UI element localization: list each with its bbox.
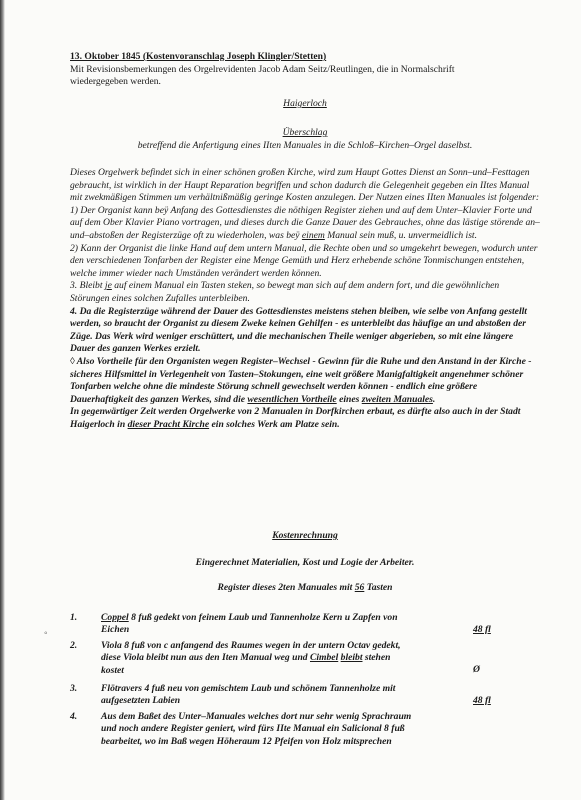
item-description: Coppel 8 fuß gedekt von feinem Laub und Tannenholze Kern u Zapfen von Eichen: [101, 612, 398, 636]
point-1: 1) Der Organist kann beÿ Anfang des Gottesdienstes die nöthigen Register ziehen und auf dem Unter–Klavier Forte und auf dem Ober Klavier Piano vortragen, und dieses durch die Ganze Dauer des Gebrauches, ohne das lästige störende an–und–abstoßen der Registerzüge oft zu wiederholen, was beÿ einem Manual sein muß, u. unvermeidlich ist.: [70, 204, 540, 241]
cost-note: Eingerechnet Materialien, Kost und Logie der Arbeiter.: [195, 557, 415, 568]
item-price: Ø: [473, 664, 480, 675]
cost-title: Kostenrechnung: [272, 530, 338, 541]
point-3: 3. Bleibt je auf einem Manual ein Tasten steken, so bewegt man sich auf dem andern fort, und die gewöhnlichen Störungen eines solchen Zufalles unterbleiben.: [70, 280, 500, 304]
item-description: Viola 8 fuß von c anfangend des Raumes wegen in der untern Octav gedekt, diese Viola bleibt nun aus den Iten Manual weg und Cimbel bleibt stehen kostet: [101, 640, 401, 676]
item-description: Aus dem Baßet des Unter–Manuales welches dort nur sehr wenig Sprachraum und noch andere Register geniert, wird fürs IIte Manual ein Salicional 8 fuß bearbeitet, wo im Baß wegen Höheraum 12 Pfeifen von Holz mitsprechen: [101, 711, 412, 747]
cost-item: [70, 612, 520, 638]
register-count: Register dieses 2ten Manuales mit 56 Tasten: [217, 582, 393, 593]
header: [70, 51, 540, 89]
section-heading: Überschlag: [282, 127, 328, 138]
item-number: 2.: [70, 640, 78, 651]
item-number: 1.: [70, 612, 78, 623]
item-price: 48 fl: [473, 624, 491, 635]
header-title: 13. Oktober 1845 (Kostenvoranschlag Joseph Klingler/Stetten): [70, 51, 327, 62]
point-2: 2) Kann der Organist die linke Hand auf dem untern Manual, die Rechte oben und so umgekehrt bewegen, wodurch unter den verschiedenen Tonfarben der Register eine Menge Gemüth und Herz erhebende schöne Tonmischungen entstehen, welche immer wieder nach Umständen verändert werden können.: [70, 242, 538, 279]
point-4: 4. Da die Registerzüge während der Dauer des Gottesdienstes meistens stehen bleiben, wie selbe von Anfang gestellt werden, so braucht der Organist zu diesem Zweke keinen Gehilfen - es unterbleibt das häufige an und abstoßen der Züge. Das Werk wird weniger erschüttert, und die mechanischen Theile weniger abgerieben, so mit eine längere Dauer des ganzen Werkes erzielt.: [70, 305, 527, 355]
item-number: 3.: [70, 683, 78, 694]
header-note-cont: wiedergegeben werden.: [70, 76, 161, 88]
summary-paragraph: ◊ Also Vortheile für den Organisten wegen Register–Wechsel - Gewinn für die Ruhe und den Anstand in der Kirche - sicheres Hilfsmittel in Verlegenheit von Tasten–Stokungen, eine weit größere Manigfaltigkeit angenehmer schöner Tonfarben welche ohne die mindeste Störung schnell gewechselt werden können - endlich eine größere Dauerhaftigkeit des ganzen Werkes, sind die wesentlichen Vortheile eines zweiten Manuales.: [70, 355, 532, 405]
section-subheading: betreffend die Anfertigung eines IIten Manuales in die Schloß–Kirchen–Orgel daselbst.: [137, 140, 473, 151]
item-number: 4.: [70, 711, 78, 722]
item-description: Flötravers 4 fuß neu von gemischtem Laub und schönem Tannenholze mit aufgesetzten Labien: [101, 683, 396, 707]
body-text: [70, 167, 540, 431]
cost-item: [70, 711, 520, 749]
item-price: 48 fl: [473, 695, 491, 706]
conclusion-paragraph: In gegenwärtiger Zeit werden Orgelwerke von 2 Manualen in Dorfkirchen erbaut, es dürfte also auch in der Stadt Haigerloch in dieser Pracht Kirche ein solches Werk am Platze sein.: [70, 406, 521, 430]
cost-item: [70, 683, 520, 709]
margin-mark: ◦: [44, 628, 48, 639]
place-heading: Haigerloch: [283, 98, 327, 109]
header-note: Mit Revisionsbemerkungen des Orgelrevidenten Jacob Adam Seitz/Reutlingen, die in Normalschrift: [70, 63, 455, 75]
cost-item: [70, 640, 520, 678]
scan-edge: [0, 0, 5, 800]
intro-paragraph: Dieses Orgelwerk befindet sich in einer schönen großen Kirche, wird zum Haupt Gottes Dienst an Sonn–und–Festtagen gebraucht, ist wirklich in der Haupt Reparation begriffen und schon dadurch die Gelegenheit gegeben ein IItes Manual mit zwekmäßigen Stimmen um verhältnißmäßig geringe Kosten anzulegen. Der Nutzen eines IIten Manuales ist folgender:: [70, 167, 540, 204]
